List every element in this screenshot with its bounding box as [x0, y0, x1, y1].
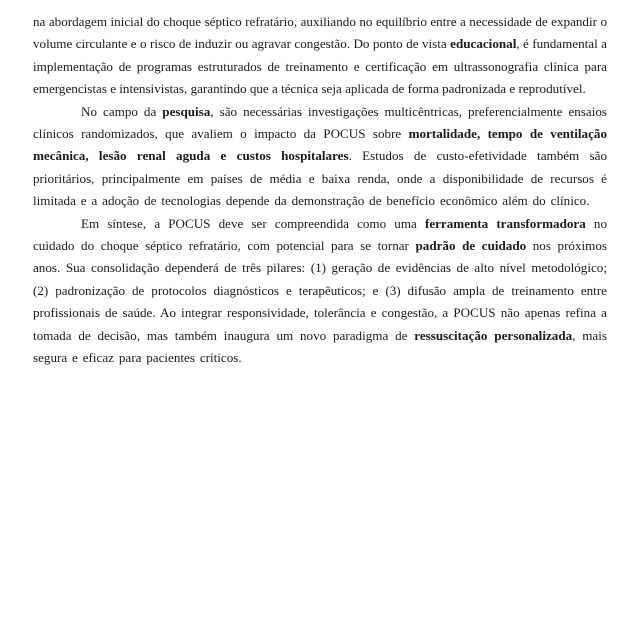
body-text-run: nos próximos anos. Sua consolidação dependerá de três pilares: (1) geração de evidências de alto nível metodológico; (2) padronização de protocolos diagnósticos e terapêuticos; e (3) difusão ampla de treinamento entre profissionais de saúde. Ao integrar responsividade, tolerância e congestão, a POCUS não apenas refina a tomada de decisão, mas também inaugura um novo paradigma de [33, 238, 607, 343]
body-text-run: , mais segura e eficaz para pacientes críticos. [33, 327, 607, 366]
paragraph-3 [33, 213, 607, 370]
body-text-run: , são necessárias investigações multicêntricas, preferencialmente ensaios clínicos randomizados, que avaliem o impacto da POCUS sobre [33, 103, 607, 142]
body-text-run: No campo da [81, 103, 163, 119]
text-column [33, 0, 607, 370]
bold-emphasis: ferramenta transformadora [424, 215, 586, 231]
bold-emphasis: educacional [450, 36, 517, 52]
body-text-run: Em síntese, a POCUS deve ser compreendida como uma [81, 215, 425, 231]
bold-emphasis: mortalidade, tempo de ventilação mecânica, lesão renal aguda e custos hospitalares [33, 126, 607, 164]
body-text-run: . Estudos de custo-efetividade também são prioritários, principalmente em países de média e baixa renda, onde a disponibilidade de recursos é limitada e a adoção de tecnologias depende da demonstração de benefício econômico além do clínico. [33, 148, 607, 209]
paragraph-2 [33, 101, 607, 213]
bold-emphasis: ressuscitação personalizada [414, 327, 573, 343]
body-text-run: no cuidado do choque séptico refratário, com potencial para se tornar [33, 215, 607, 254]
bold-emphasis: padrão de cuidado [415, 238, 527, 254]
body-text-run: na abordagem inicial do choque séptico refratário, auxiliando no equilíbrio entre a necessidade de expandir o volume circulante e o risco de induzir ou agravar congestão. Do ponto de vista [33, 14, 607, 52]
body-text-run: , é fundamental a implementação de programas estruturados de treinamento e certificação em ultrassonografia clínica para emergencistas e intensivistas, garantindo que a técnica seja aplicada de forma padronizada e reprodutível. [33, 36, 607, 97]
bold-emphasis: pesquisa [162, 103, 211, 119]
paragraph-1 [33, 0, 607, 101]
blank-page-area [0, 365, 640, 640]
